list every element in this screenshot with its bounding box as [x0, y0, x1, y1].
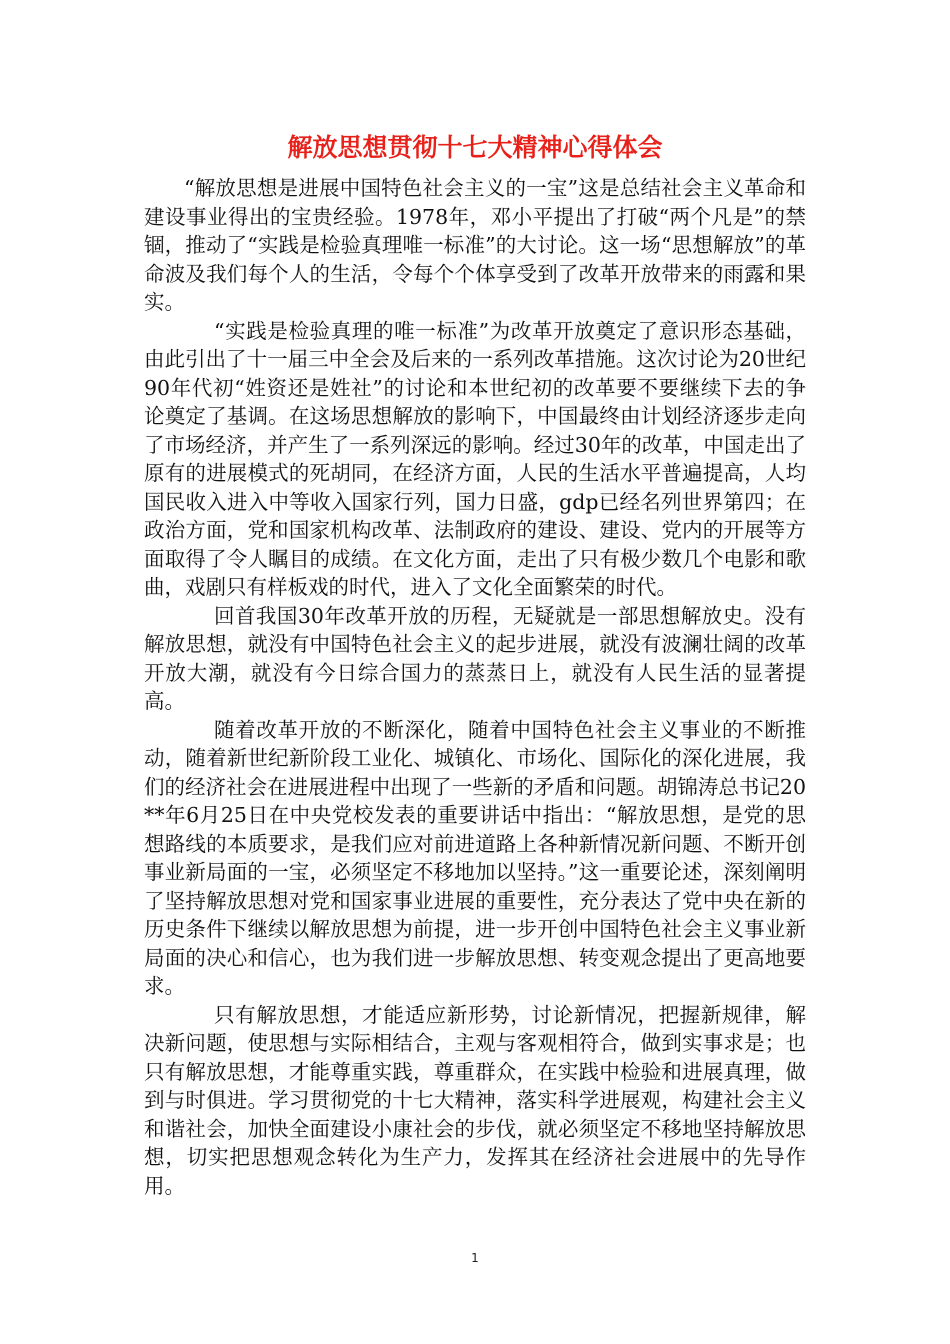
paragraph-2: “实践是检验真理的唯一标准”为改革开放奠定了意识形态基础，由此引出了十一届三中全会及后来的一系列改革措施。这次讨论为20世纪90年代初“姓资还是姓社”的讨论和本世纪初的改革要不要继续下去的争论奠定了基调。在这场思想解放的影响下，中国最终由计划经济逐步走向了市场经济，并产生了一系列深远的影响。经过30年的改革，中国走出了原有的进展模式的死胡同，在经济方面，人民的生活水平普遍提高，人均国民收入进入中等收入国家行列，国力日盛，gdp已经名列世界第四；在政治方面，党和国家机构改革、法制政府的建设、建设、党内的开展等方面取得了令人瞩目的成绩。在文化方面，走出了只有极少数几个电影和歌曲，戏剧只有样板戏的时代，进入了文化全面繁荣的时代。 — [144, 318, 806, 599]
document-title: 解放思想贯彻十七大精神心得体会 — [287, 133, 663, 162]
paragraph-3: 回首我国30年改革开放的历程，无疑就是一部思想解放史。没有解放思想，就没有中国特色社会主义的起步进展，就没有波澜壮阔的改革开放大潮，就没有今日综合国力的蒸蒸日上，就没有人民生活的显著提高。 — [144, 603, 806, 713]
page-number: 1 — [471, 1251, 479, 1265]
paragraph-4: 随着改革开放的不断深化，随着中国特色社会主义事业的不断推动，随着新世纪新阶段工业化、城镇化、市场化、国际化的深化进展，我们的经济社会在进展进程中出现了一些新的矛盾和问题。胡锦涛总书记20**年6月25日在中央党校发表的重要讲话中指出：“解放思想，是党的思想路线的本质要求，是我们应对前进道路上各种新情况新问题、不断开创事业新局面的一宝，必须坚定不移地加以坚持。”这一重要论述，深刻阐明了坚持解放思想对党和国家事业进展的重要性，充分表达了党中央在新的历史条件下继续以解放思想为前提，进一步开创中国特色社会主义事业新局面的决心和信心，也为我们进一步解放思想、转变观念提出了更高地要求。 — [144, 717, 806, 998]
document-body — [144, 174, 806, 1200]
paragraph-5: 只有解放思想，才能适应新形势，讨论新情况，把握新规律，解决新问题，使思想与实际相结合，主观与客观相符合，做到实事求是；也只有解放思想，才能尊重实践，尊重群众，在实践中检验和进展真理，做到与时俱进。学习贯彻党的十七大精神，落实科学进展观，构建社会主义和谐社会，加快全面建设小康社会的步伐，就必须坚定不移地坚持解放思想，切实把思想观念转化为生产力，发挥其在经济社会进展中的先导作用。 — [144, 1002, 806, 1198]
paragraph-1: “解放思想是进展中国特色社会主义的一宝”这是总结社会主义革命和建设事业得出的宝贵经验。1978年，邓小平提出了打破“两个凡是”的禁锢，推动了“实践是检验真理唯一标准”的大讨论。这一场“思想解放”的革命波及我们每个人的生活，令每个个体享受到了改革开放带来的雨露和果实。 — [144, 176, 806, 314]
